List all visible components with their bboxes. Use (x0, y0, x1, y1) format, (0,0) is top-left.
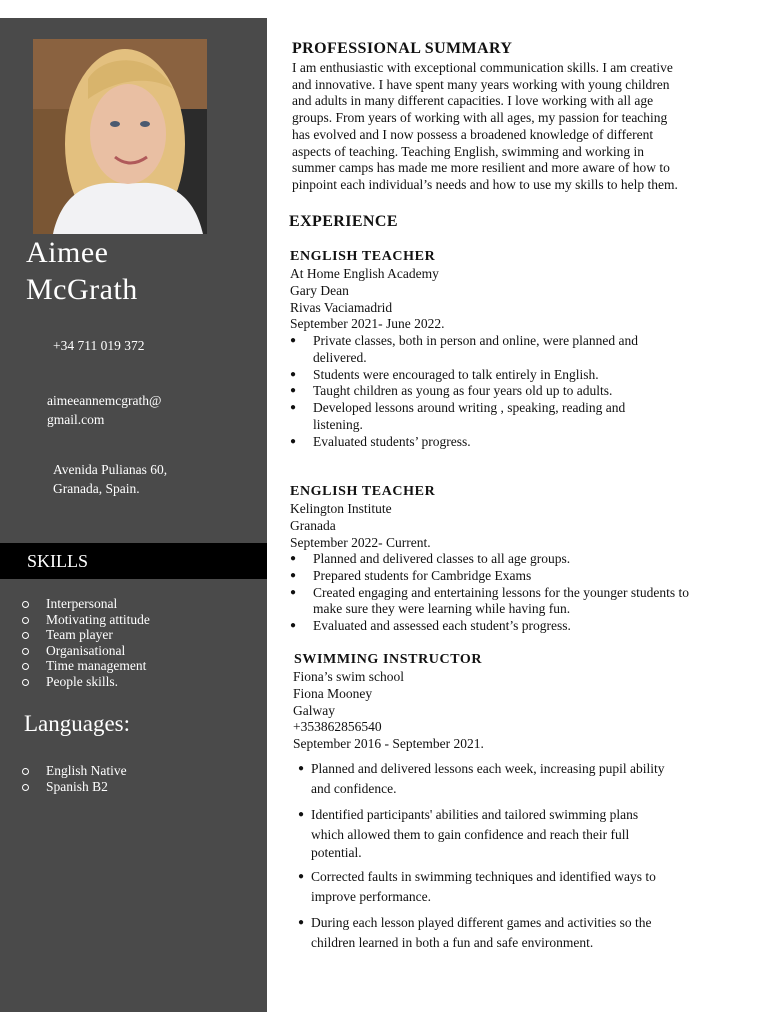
summary-line: pinpoint each individual’s needs and how to use my skills to help them. (292, 176, 678, 192)
job-detail: Rivas Vaciamadrid (290, 299, 393, 315)
job-duties (290, 333, 638, 451)
duty-item: ● Evaluated students’ progress. (290, 434, 638, 451)
job-detail: +353862856540 (293, 719, 382, 735)
job-detail: At Home English Academy (290, 266, 439, 281)
job-title: ENGLISH TEACHER (290, 484, 436, 499)
duty-item: ● Corrected faults in swimming techniques and identified ways to improve performance. (298, 867, 665, 907)
name-first: Aimee (26, 236, 109, 269)
job-detail: Galway (293, 702, 335, 718)
summary-line: groups. From years of working with all ages, my passion for teaching (292, 110, 668, 126)
summary-line: has evolved and I now possess a broadened knowledge of different (292, 126, 654, 142)
job-detail: Fiona Mooney (293, 685, 373, 701)
job-detail: September 2021- June 2022. (290, 316, 445, 332)
job-detail: September 2022- Current. (290, 534, 431, 550)
duty-item: ● Developed lessons around writing , speaking, reading and listening. (290, 400, 638, 434)
skill-item: Organisational (22, 643, 150, 659)
job-title: ENGLISH TEACHER (290, 249, 436, 264)
skill-item: Motivating attitude (22, 612, 150, 628)
phone-number: +34 711 019 372 (53, 338, 145, 353)
address-line-1: Avenida Pulianas 60, (53, 462, 168, 477)
job-details (290, 266, 444, 333)
summary-line: and adults in many different capacities. I love working with all age (292, 93, 654, 109)
duty-item: ● During each lesson played different games and activities so the children learned in both a fun and safe environment. (298, 913, 665, 953)
summary-line: and innovative. I have spent many years working with young children (292, 76, 670, 92)
skills-heading: SKILLS (27, 550, 89, 571)
language-item: English Native (22, 763, 127, 779)
duty-item: ● Evaluated and assessed each student’s progress. (290, 618, 689, 635)
job-detail: Gary Dean (290, 282, 349, 298)
duty-item: ● Private classes, both in person and online, were planned and delivered. (290, 333, 638, 367)
job-detail: Granada (290, 517, 336, 533)
address-line-2: Granada, Spain. (53, 481, 140, 496)
duty-item: ● Created engaging and entertaining lessons for the younger students to make sure they were learning while having fun. (290, 585, 689, 619)
summary-text (292, 60, 678, 194)
job-details (293, 669, 484, 753)
job-detail: Kelington Institute (290, 501, 392, 516)
email-line-2: gmail.com (47, 412, 105, 427)
summary-heading: PROFESSIONAL SUMMARY (292, 40, 513, 57)
experience-heading: EXPERIENCE (289, 213, 398, 230)
duty-item: ● Prepared students for Cambridge Exams (290, 568, 689, 585)
job-details (290, 501, 431, 551)
duty-item: ● Planned and delivered classes to all age groups. (290, 551, 689, 568)
job-duties (290, 551, 689, 635)
duty-item: ● Identified participants' abilities and tailored swimming plans which allowed them to gain confidence and reach their full potential. (298, 805, 665, 861)
job-title: SWIMMING INSTRUCTOR (294, 652, 483, 667)
job-detail: Fiona’s swim school (293, 669, 405, 684)
skill-item: Team player (22, 627, 150, 643)
duty-item: ● Students were encouraged to talk entirely in English. (290, 367, 638, 384)
duty-item: ● Taught children as young as four years old up to adults. (290, 383, 638, 400)
summary-line: I am enthusiastic with exceptional communication skills. I am creative (292, 60, 673, 75)
skill-item: Time management (22, 658, 150, 674)
job-detail: September 2016 - September 2021. (293, 736, 484, 752)
duty-item: ● Planned and delivered lessons each week, increasing pupil ability and confidence. (298, 759, 665, 799)
languages-heading: Languages: (24, 711, 131, 736)
language-item: Spanish B2 (22, 779, 127, 795)
summary-line: aspects of teaching. Teaching English, swimming and working in (292, 143, 644, 159)
skill-item: Interpersonal (22, 596, 150, 612)
summary-line: summer camps has made me more resilient and more aware of how to (292, 160, 670, 176)
name-last: McGrath (26, 273, 138, 306)
skill-item: People skills. (22, 674, 150, 690)
email-line-1: aimeeannemcgrath@ (47, 393, 162, 408)
job-duties (298, 759, 665, 959)
